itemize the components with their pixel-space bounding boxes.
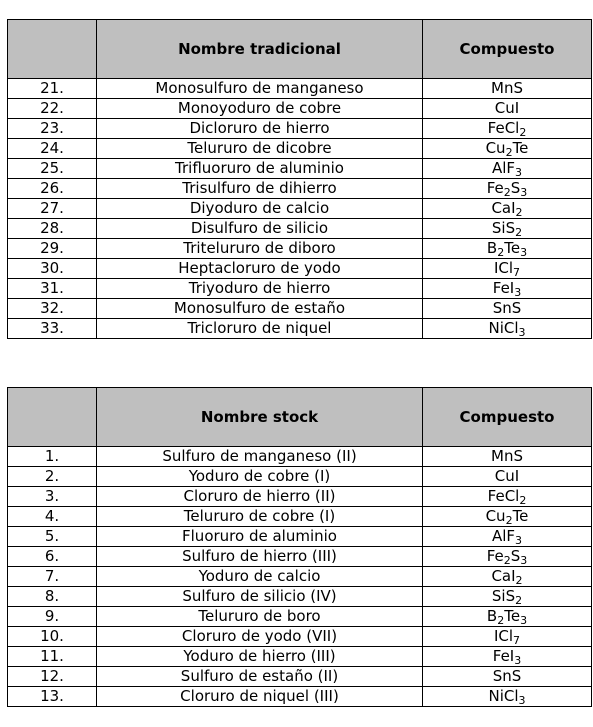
compound-formula <box>423 319 592 339</box>
row-number: 7. <box>8 567 97 587</box>
formula-text: ICl <box>493 627 514 645</box>
table-row <box>8 319 592 339</box>
compound-formula <box>423 547 592 567</box>
formula-text: SiS <box>491 587 516 605</box>
formula-text: FeI <box>492 279 515 297</box>
row-number: 32. <box>8 299 97 319</box>
compound-name: Monosulfuro de manganeso <box>97 79 423 99</box>
formula-subscript: 2 <box>497 614 505 627</box>
compound-formula <box>423 487 592 507</box>
formula-subscript: 2 <box>515 594 523 607</box>
stock-name-column-header: Nombre stock <box>97 388 423 447</box>
compound-name: Sulfuro de manganeso (II) <box>97 447 423 467</box>
row-number: 13. <box>8 687 97 707</box>
compound-formula <box>423 587 592 607</box>
compound-name: Dicloruro de hierro <box>97 119 423 139</box>
row-number: 10. <box>8 627 97 647</box>
compound-name: Telururo de boro <box>97 607 423 627</box>
table-row <box>8 607 592 627</box>
row-number: 12. <box>8 667 97 687</box>
formula-subscript: 3 <box>520 614 528 627</box>
formula-subscript: 2 <box>505 146 513 159</box>
compound-formula <box>423 139 592 159</box>
row-number: 6. <box>8 547 97 567</box>
row-number: 33. <box>8 319 97 339</box>
table-header-row <box>8 388 592 447</box>
row-number: 27. <box>8 199 97 219</box>
compound-formula <box>423 687 592 707</box>
table-row <box>8 219 592 239</box>
table-row <box>8 119 592 139</box>
formula-text: MnS <box>491 79 523 97</box>
formula-text: AlF <box>491 527 516 545</box>
compound-name: Yoduro de calcio <box>97 567 423 587</box>
row-number: 22. <box>8 99 97 119</box>
traditional-name-column-header: Nombre tradicional <box>97 20 423 79</box>
compound-name: Triyoduro de hierro <box>97 279 423 299</box>
compound-formula <box>423 239 592 259</box>
compound-formula <box>423 667 592 687</box>
row-number: 2. <box>8 467 97 487</box>
compound-name: Monosulfuro de estaño <box>97 299 423 319</box>
compound-name: Monoyoduro de cobre <box>97 99 423 119</box>
table-row <box>8 547 592 567</box>
row-number: 4. <box>8 507 97 527</box>
table-row <box>8 627 592 647</box>
formula-text: Cu <box>485 139 506 157</box>
compound-name: Telururo de dicobre <box>97 139 423 159</box>
formula-text: FeCl <box>487 119 520 137</box>
compound-formula <box>423 159 592 179</box>
row-number: 21. <box>8 79 97 99</box>
table-row <box>8 139 592 159</box>
compound-name: Cloruro de hierro (II) <box>97 487 423 507</box>
formula-subscript: 3 <box>514 654 522 667</box>
formula-subscript: 2 <box>503 186 511 199</box>
formula-subscript: 3 <box>515 534 523 547</box>
table-row <box>8 647 592 667</box>
row-number: 8. <box>8 587 97 607</box>
formula-text: Te <box>512 507 529 525</box>
compound-name: Telururo de cobre (I) <box>97 507 423 527</box>
table-row <box>8 279 592 299</box>
formula-text: Fe <box>486 547 504 565</box>
row-number: 9. <box>8 607 97 627</box>
compound-name: Tritelururo de diboro <box>97 239 423 259</box>
table-row <box>8 687 592 707</box>
formula-subscript: 3 <box>514 286 522 299</box>
compound-formula <box>423 279 592 299</box>
compound-formula <box>423 527 592 547</box>
formula-subscript: 2 <box>497 246 505 259</box>
formula-subscript: 2 <box>519 126 527 139</box>
table-row <box>8 159 592 179</box>
table-header-row <box>8 20 592 79</box>
row-number: 24. <box>8 139 97 159</box>
compound-name: Disulfuro de silicio <box>97 219 423 239</box>
table-row <box>8 667 592 687</box>
compound-formula <box>423 199 592 219</box>
row-number: 3. <box>8 487 97 507</box>
formula-text: ICl <box>493 259 514 277</box>
table-row <box>8 447 592 467</box>
compound-formula <box>423 179 592 199</box>
formula-text: MnS <box>491 447 523 465</box>
compound-formula <box>423 219 592 239</box>
compound-formula <box>423 79 592 99</box>
formula-text: SiS <box>491 219 516 237</box>
compound-name: Cloruro de yodo (VII) <box>97 627 423 647</box>
compound-name: Diyoduro de calcio <box>97 199 423 219</box>
compound-name: Tricloruro de niquel <box>97 319 423 339</box>
formula-text: SnS <box>492 299 522 317</box>
formula-subscript: 2 <box>519 494 527 507</box>
formula-text: FeCl <box>487 487 520 505</box>
number-column-header <box>8 388 97 447</box>
compound-formula <box>423 567 592 587</box>
compound-column-header: Compuesto <box>423 20 592 79</box>
formula-text: Te <box>504 239 521 257</box>
formula-subscript: 3 <box>518 694 526 707</box>
formula-text: NiCl <box>488 687 519 705</box>
table-row <box>8 587 592 607</box>
formula-subscript: 3 <box>520 246 528 259</box>
row-number: 28. <box>8 219 97 239</box>
compound-formula <box>423 119 592 139</box>
stock-table-body <box>8 447 592 707</box>
row-number: 25. <box>8 159 97 179</box>
formula-subscript: 2 <box>515 206 523 219</box>
compound-name: Yoduro de cobre (I) <box>97 467 423 487</box>
formula-text: B <box>486 607 498 625</box>
row-number: 26. <box>8 179 97 199</box>
compound-formula <box>423 299 592 319</box>
formula-subscript: 7 <box>513 634 521 647</box>
compound-formula <box>423 607 592 627</box>
table-row <box>8 79 592 99</box>
row-number: 30. <box>8 259 97 279</box>
compound-formula <box>423 467 592 487</box>
formula-subscript: 2 <box>515 574 523 587</box>
table-row <box>8 259 592 279</box>
formula-subscript: 3 <box>515 166 523 179</box>
formula-subscript: 3 <box>520 554 528 567</box>
formula-text: SnS <box>492 667 522 685</box>
formula-text: CaI <box>491 567 516 585</box>
stock-name-table <box>7 387 592 707</box>
formula-text: NiCl <box>488 319 519 337</box>
row-number: 29. <box>8 239 97 259</box>
compound-name: Yoduro de hierro (III) <box>97 647 423 667</box>
formula-text: B <box>486 239 498 257</box>
formula-text: S <box>510 179 521 197</box>
formula-text: CaI <box>491 199 516 217</box>
formula-text: FeI <box>492 647 515 665</box>
compound-column-header: Compuesto <box>423 388 592 447</box>
formula-text: Te <box>512 139 529 157</box>
row-number: 5. <box>8 527 97 547</box>
formula-text: AlF <box>491 159 516 177</box>
formula-subscript: 3 <box>520 186 528 199</box>
table-row <box>8 199 592 219</box>
formula-text: Te <box>504 607 521 625</box>
compound-name: Sulfuro de estaño (II) <box>97 667 423 687</box>
compound-formula <box>423 447 592 467</box>
compound-formula <box>423 99 592 119</box>
formula-subscript: 3 <box>518 326 526 339</box>
compound-name: Trifluoruro de aluminio <box>97 159 423 179</box>
row-number: 11. <box>8 647 97 667</box>
number-column-header <box>8 20 97 79</box>
row-number: 23. <box>8 119 97 139</box>
formula-subscript: 2 <box>503 554 511 567</box>
compound-name: Fluoruro de aluminio <box>97 527 423 547</box>
compound-formula <box>423 507 592 527</box>
table-row <box>8 299 592 319</box>
table-row <box>8 487 592 507</box>
formula-text: Fe <box>486 179 504 197</box>
formula-subscript: 7 <box>513 266 521 279</box>
table-row <box>8 239 592 259</box>
table-row <box>8 507 592 527</box>
row-number: 31. <box>8 279 97 299</box>
compound-formula <box>423 627 592 647</box>
formula-text: CuI <box>494 467 520 485</box>
traditional-name-table <box>7 19 592 339</box>
compound-name: Sulfuro de hierro (III) <box>97 547 423 567</box>
formula-text: Cu <box>485 507 506 525</box>
table-row <box>8 179 592 199</box>
row-number: 1. <box>8 447 97 467</box>
table-row <box>8 99 592 119</box>
traditional-table-body <box>8 79 592 339</box>
compound-name: Trisulfuro de dihierro <box>97 179 423 199</box>
compound-name: Cloruro de niquel (III) <box>97 687 423 707</box>
formula-text: CuI <box>494 99 520 117</box>
table-row <box>8 527 592 547</box>
table-row <box>8 467 592 487</box>
formula-subscript: 2 <box>505 514 513 527</box>
compound-name: Sulfuro de silicio (IV) <box>97 587 423 607</box>
compound-formula <box>423 259 592 279</box>
compound-name: Heptacloruro de yodo <box>97 259 423 279</box>
formula-subscript: 2 <box>515 226 523 239</box>
formula-text: S <box>510 547 521 565</box>
table-row <box>8 567 592 587</box>
compound-formula <box>423 647 592 667</box>
